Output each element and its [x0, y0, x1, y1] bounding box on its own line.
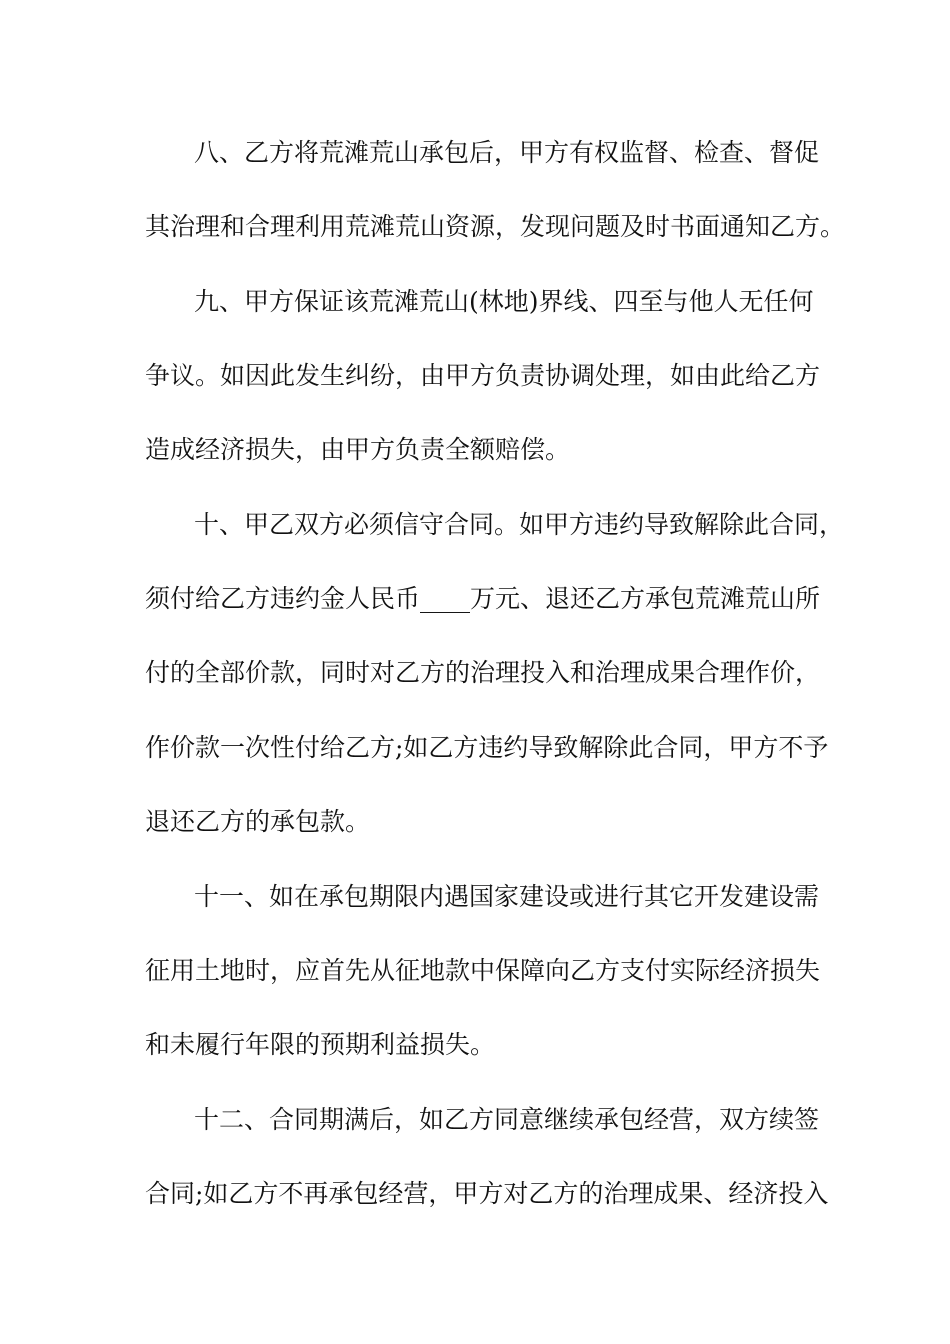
paragraph-12-line-1: 十二、合同期满后，如乙方同意继续承包经营，双方续签 — [194, 1105, 820, 1134]
paragraph-10-line-1: 十、甲乙双方必须信守合同。如甲方违约导致解除此合同， — [194, 510, 845, 539]
paragraph-10-line-3: 付的全部价款，同时对乙方的治理投入和治理成果合理作价， — [145, 658, 821, 687]
paragraph-8-line-2: 其治理和合理利用荒滩荒山资源，发现问题及时书面通知乙方。 — [145, 212, 846, 241]
paragraph-11-line-1: 十一、如在承包期限内遇国家建设或进行其它开发建设需 — [194, 882, 820, 911]
paragraph-10-line-4: 作价款一次性付给乙方;如乙方违约导致解除此合同，甲方不予 — [145, 733, 829, 762]
paragraph-9-line-1: 九、甲方保证该荒滩荒山(林地)界线、四至与他人无任何 — [194, 287, 814, 316]
paragraph-12-line-2: 合同;如乙方不再承包经营，甲方对乙方的治理成果、经济投入 — [145, 1179, 829, 1208]
paragraph-10-line-2: 须付给乙方违约金人民币____万元、退还乙方承包荒滩荒山所 — [145, 584, 821, 613]
paragraph-9-line-2: 争议。如因此发生纠纷，由甲方负责协调处理，如由此给乙方 — [145, 361, 821, 390]
paragraph-9-line-3: 造成经济损失，由甲方负责全额赔偿。 — [145, 435, 571, 464]
paragraph-11-line-3: 和未履行年限的预期利益损失。 — [145, 1030, 496, 1059]
paragraph-8-line-1: 八、乙方将荒滩荒山承包后，甲方有权监督、检查、督促 — [194, 138, 820, 167]
paragraph-11-line-2: 征用土地时，应首先从征地款中保障向乙方支付实际经济损失 — [145, 956, 821, 985]
paragraph-10-line-5: 退还乙方的承包款。 — [145, 807, 371, 836]
